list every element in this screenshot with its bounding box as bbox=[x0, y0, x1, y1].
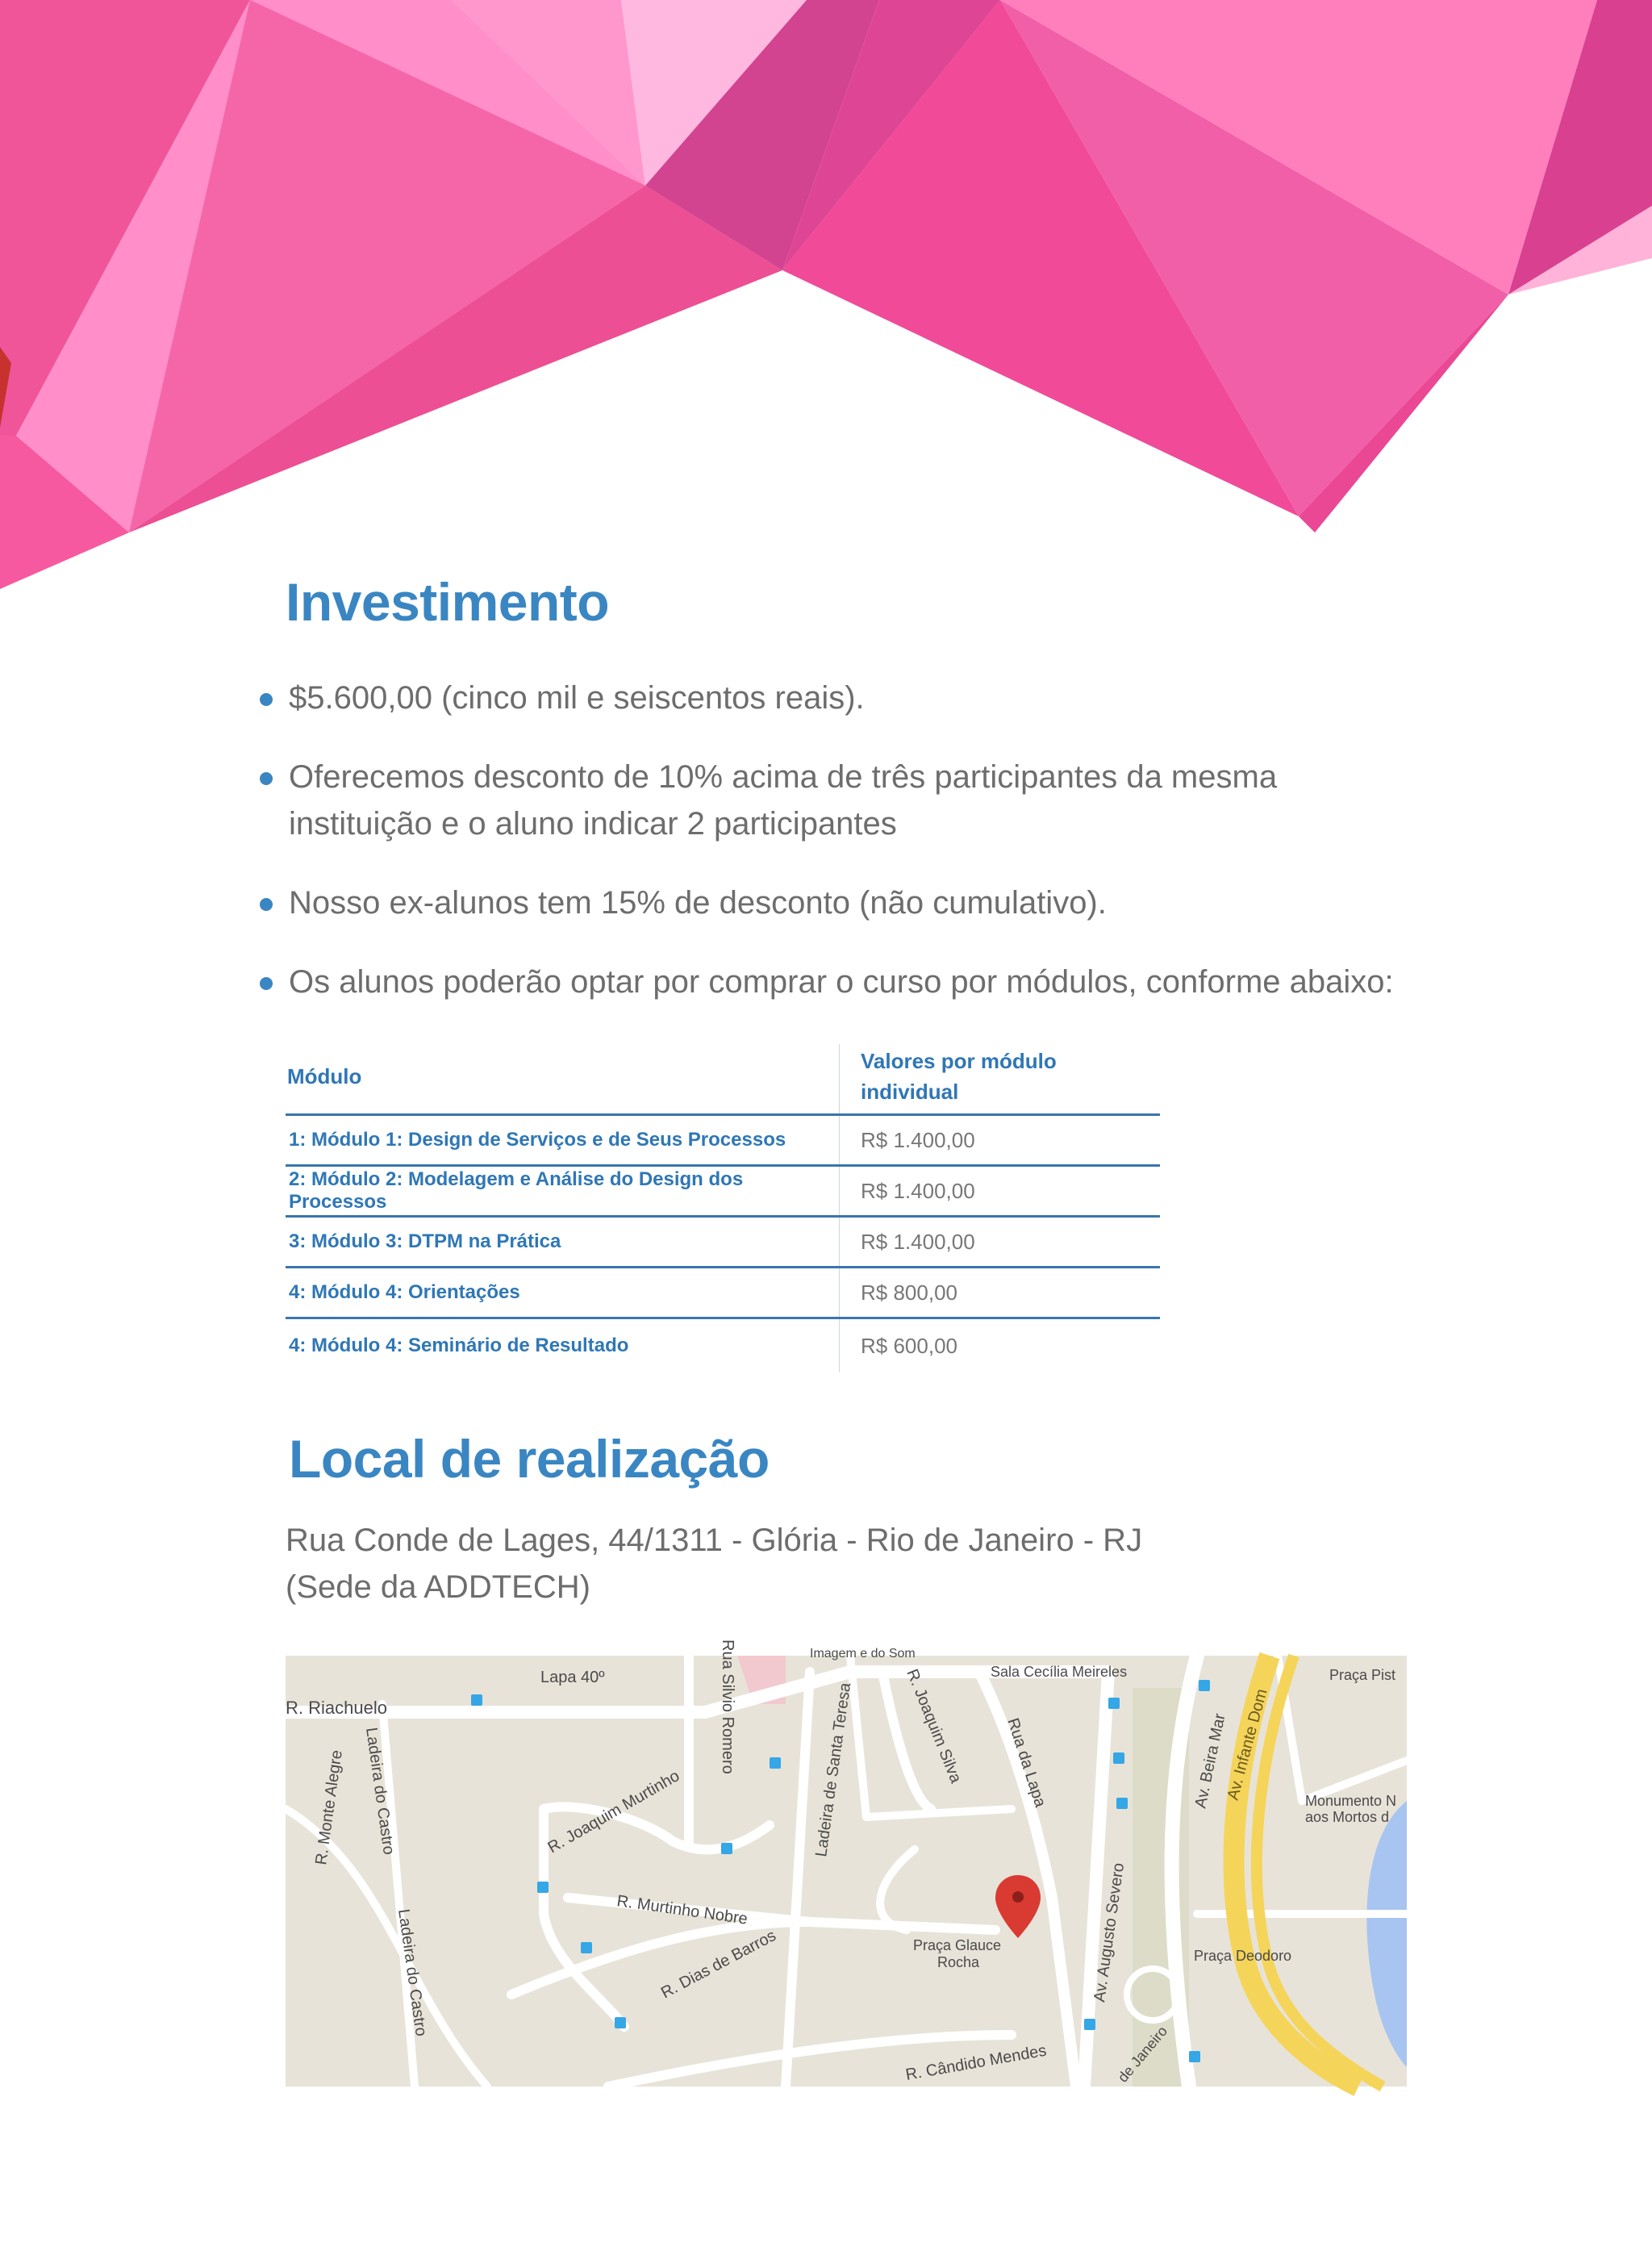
column-header-value: Valores por módulo individual bbox=[840, 1044, 1161, 1115]
module-price: R$ 1.400,00 bbox=[840, 1115, 1161, 1166]
map-label-augusto-severo: Av. Augusto Severo bbox=[1091, 1861, 1128, 2003]
module-name: 3: Módulo 3: DTPM na Prática bbox=[286, 1217, 840, 1268]
module-price: R$ 800,00 bbox=[840, 1268, 1161, 1318]
module-name: 1: Módulo 1: Design de Serviços e de Seus Processos bbox=[286, 1115, 840, 1166]
map-label-murtinho-nobre: R. Murtinho Nobre bbox=[615, 1892, 749, 1928]
map-label-silvio-romero: Rua Silvio Romero bbox=[719, 1640, 736, 1774]
table-row bbox=[286, 1268, 1160, 1318]
module-name: 4: Módulo 4: Seminário de Resultado bbox=[289, 1335, 629, 1356]
section-title-local: Local de realização bbox=[289, 1429, 770, 1489]
bullet-alumni: Nosso ex-alunos tem 15% de desconto (não cumulativo). bbox=[260, 879, 1429, 926]
map-label-imagem-som: Imagem e do Som bbox=[810, 1647, 916, 1661]
bullet-modules: Os alunos poderão optar por comprar o curso por módulos, conforme abaixo: bbox=[260, 959, 1429, 1005]
table-header-row bbox=[286, 1044, 1160, 1115]
module-price: R$ 1.400,00 bbox=[840, 1166, 1161, 1217]
bullet-discount: Oferecemos desconto de 10% acima de três participantes da mesma instituição e o aluno indicar 2 participantes bbox=[260, 754, 1429, 847]
location-map[interactable] bbox=[286, 1640, 1407, 2087]
map-label-praca-glauce-rocha: Rocha bbox=[937, 1954, 980, 1970]
map-label-de-janeiro: de Janeiro bbox=[1114, 2023, 1171, 2086]
map-label-monte-alegre: R. Monte Alegre bbox=[312, 1748, 346, 1866]
modules-price-table bbox=[286, 1044, 1160, 1372]
table-row bbox=[286, 1115, 1160, 1166]
map-label-joaquim-silva: R. Joaquim Silva bbox=[903, 1666, 965, 1786]
map-label-lapa: Lapa 40º bbox=[540, 1669, 605, 1686]
map-label-infante-dom: Av. Infante Dom bbox=[1224, 1686, 1271, 1803]
section-title-investimento: Investimento bbox=[286, 572, 610, 632]
map-canvas[interactable] bbox=[286, 1640, 1407, 2087]
map-label-monumento-2: aos Mortos d bbox=[1305, 1809, 1390, 1825]
map-label-ladeira-castro-2: Ladeira do Castro bbox=[394, 1907, 430, 2038]
address-line-building: (Sede da ADDTECH) bbox=[286, 1569, 590, 1605]
table-row bbox=[286, 1217, 1160, 1268]
map-label-rua-lapa: Rua da Lapa bbox=[1003, 1715, 1049, 1810]
column-header-module: Módulo bbox=[286, 1044, 840, 1115]
module-name: 4: Módulo 4: Orientações bbox=[286, 1268, 840, 1318]
map-label-ladeira-castro: Ladeira do Castro bbox=[362, 1726, 398, 1857]
map-label-praca-glauce: Praça Glauce bbox=[913, 1937, 1002, 1953]
bullet-price: $5.600,00 (cinco mil e seiscentos reais). bbox=[260, 675, 1429, 721]
module-price: R$ 600,00 bbox=[840, 1318, 1161, 1373]
map-label-sala-cecilia: Sala Cecília Meireles bbox=[991, 1664, 1128, 1680]
investment-bullet-list bbox=[260, 675, 1429, 1038]
map-label-dias-barros: R. Dias de Barros bbox=[658, 1926, 779, 2003]
address-line-street: Rua Conde de Lages, 44/1311 - Glória - Rio de Janeiro - RJ bbox=[286, 1523, 1143, 1558]
map-label-praca-deodoro: Praça Deodoro bbox=[1194, 1948, 1292, 1964]
map-label-joaquim-murtinho: R. Joaquim Murtinho bbox=[544, 1767, 683, 1857]
table-row bbox=[286, 1166, 1160, 1217]
map-label-beira-mar: Av. Beira Mar bbox=[1191, 1711, 1229, 1811]
map-label-monumento: Monumento N bbox=[1305, 1793, 1397, 1809]
map-label-candido-mendes: R. Cândido Mendes bbox=[904, 2041, 1048, 2084]
module-price: R$ 1.400,00 bbox=[840, 1217, 1161, 1268]
venue-address bbox=[286, 1517, 1142, 1610]
map-label-praca-pist: Praça Pist bbox=[1329, 1667, 1396, 1683]
map-label-santa-teresa: Ladeira de Santa Teresa bbox=[812, 1681, 855, 1858]
table-row bbox=[286, 1318, 1160, 1373]
map-label-riachuelo: R. Riachuelo bbox=[286, 1698, 387, 1718]
module-name: 2: Módulo 2: Modelagem e Análise do Design dos Processos bbox=[286, 1166, 840, 1217]
